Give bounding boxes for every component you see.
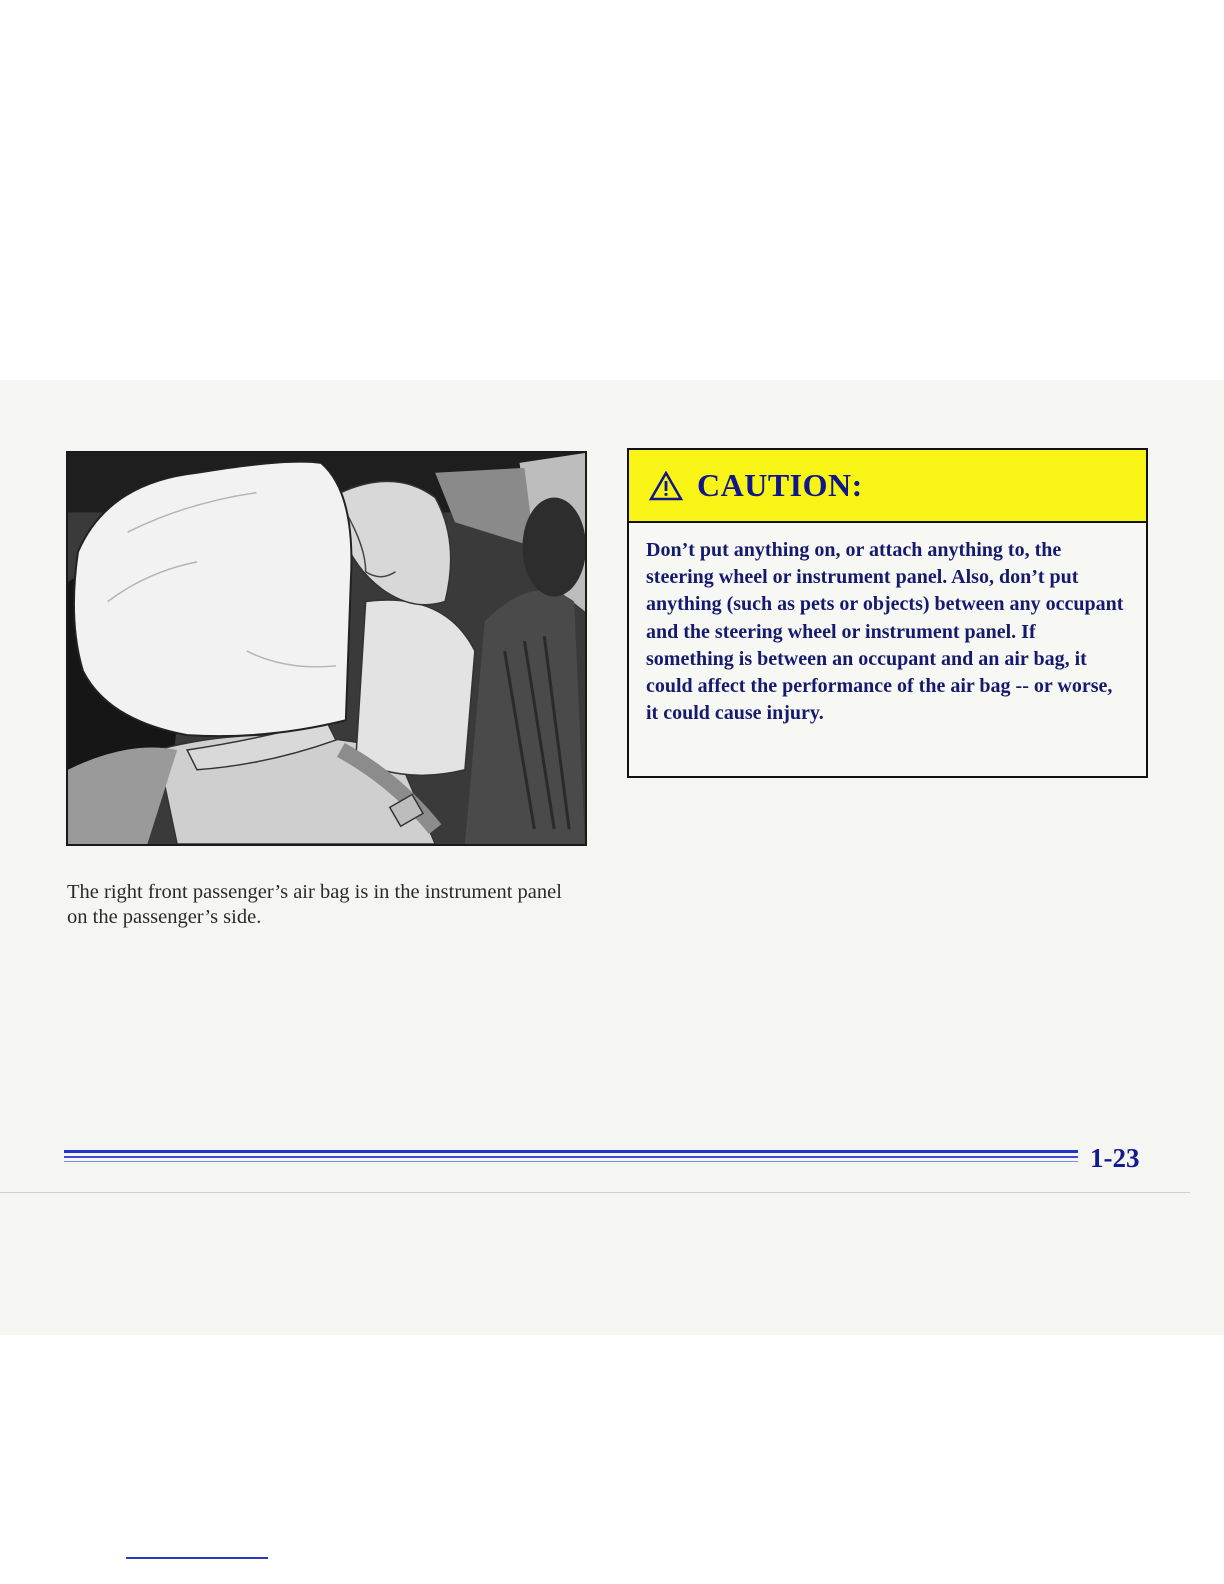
caution-text: Don’t put anything on, or attach anything to, the steering wheel or instrument panel. Also, don’t put anything (such as pets or objects) between any occupant and the steering wheel or instrument panel. If something is between an occupant and an air bag, it could affect the performance of the air bag -- or worse, it could cause injury. (646, 539, 1124, 725)
illustration-caption: The right front passenger’s air bag is in the instrument panel on the passenger’s side. (67, 881, 562, 928)
warning-triangle-icon (649, 471, 683, 501)
passenger-airbag-illustration (66, 451, 587, 846)
page-number: 1-23 (1090, 1143, 1140, 1173)
airbag-deployment-drawing (68, 453, 585, 844)
bottom-link-underline[interactable] (126, 1557, 268, 1559)
scan-edge-divider (0, 1192, 1190, 1193)
footer-rule (64, 1150, 1078, 1163)
caution-title: CAUTION: (697, 467, 863, 503)
caution-box (627, 448, 1148, 778)
caution-header (629, 450, 1146, 523)
